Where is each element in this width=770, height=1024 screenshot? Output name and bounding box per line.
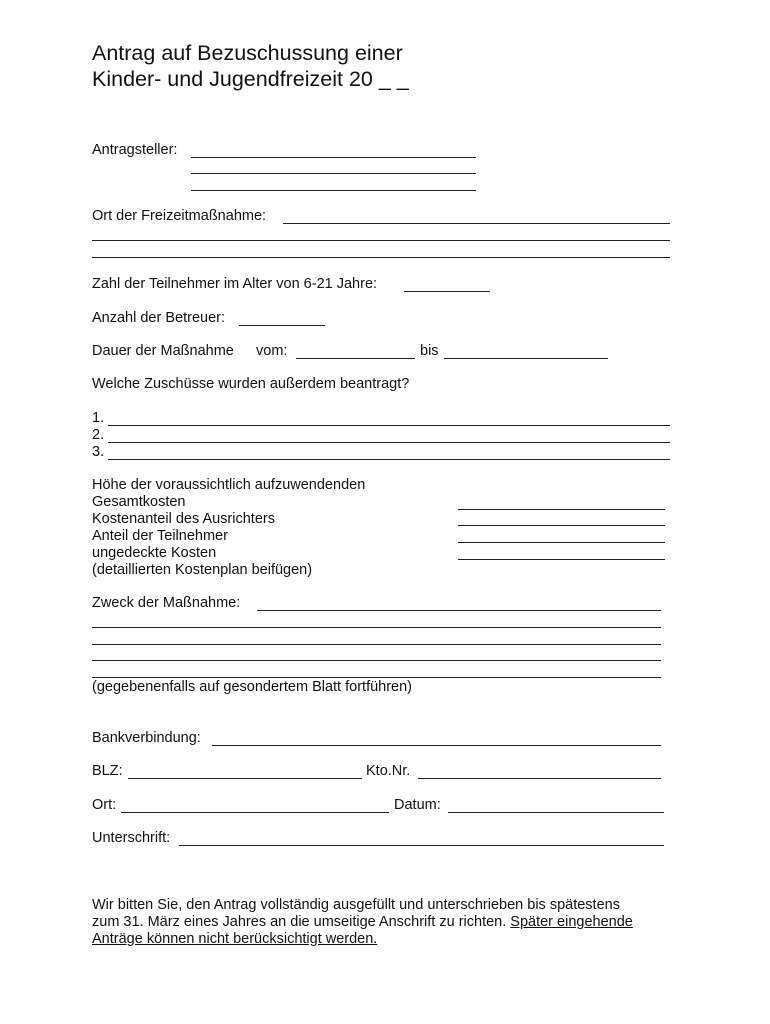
organizer-share-label: Kostenanteil des Ausrichters	[92, 511, 275, 527]
signature-label: Unterschrift:	[92, 830, 171, 846]
grant-line-1[interactable]	[108, 425, 670, 426]
purpose-line-5[interactable]	[92, 677, 661, 678]
costs-heading: Höhe der voraussichtlich aufzuwendenden	[92, 477, 366, 493]
notice-line-2-text: zum 31. März eines Jahres an die umseitige Anschrift zu richten.	[92, 914, 507, 930]
signature-field[interactable]	[179, 845, 664, 846]
activity-location-label: Ort der Freizeitmaßnahme:	[92, 208, 267, 224]
duration-from-label: vom:	[256, 343, 288, 359]
activity-location-line-2[interactable]	[92, 240, 670, 241]
bank-field[interactable]	[212, 745, 661, 746]
grant-number-3: 3.	[92, 444, 105, 460]
organizer-share-field[interactable]	[458, 525, 665, 526]
uncovered-costs-field[interactable]	[458, 559, 665, 560]
submission-notice	[92, 897, 633, 948]
place-field[interactable]	[121, 812, 389, 813]
form-title-line-1: Antrag auf Bezuschussung einer	[92, 41, 403, 65]
supervisors-field[interactable]	[239, 325, 325, 326]
participant-share-label: Anteil der Teilnehmer	[92, 528, 228, 544]
applicant-line-1[interactable]	[191, 157, 476, 158]
place-label: Ort:	[92, 797, 117, 813]
applicant-line-3[interactable]	[191, 190, 476, 191]
duration-to-field[interactable]	[444, 358, 608, 359]
participant-share-field[interactable]	[458, 542, 665, 543]
applicant-label: Antragsteller:	[92, 142, 178, 158]
duration-from-field[interactable]	[296, 358, 415, 359]
blz-label: BLZ:	[92, 763, 123, 779]
grant-line-3[interactable]	[108, 459, 670, 460]
applicant-line-2[interactable]	[191, 173, 476, 174]
purpose-label: Zweck der Maßnahme:	[92, 595, 241, 611]
duration-to-label: bis	[420, 343, 439, 359]
account-number-label: Kto.Nr.	[366, 763, 411, 779]
form-title-line-2: Kinder- und Jugendfreizeit 20 _ _	[92, 67, 409, 91]
activity-location-line-3[interactable]	[92, 257, 670, 258]
continue-note: (gegebenenfalls auf gesondertem Blatt fortführen)	[92, 679, 413, 695]
form-title	[92, 40, 409, 92]
notice-late-warning-end: Anträge können nicht berücksichtigt werden.	[92, 931, 378, 947]
date-label: Datum:	[394, 797, 441, 813]
notice-line-1: Wir bitten Sie, den Antrag vollständig ausgefüllt und unterschrieben bis spätestens	[92, 897, 620, 913]
participants-field[interactable]	[404, 291, 490, 292]
supervisors-label: Anzahl der Betreuer:	[92, 310, 225, 326]
purpose-line-3[interactable]	[92, 644, 661, 645]
grant-number-2: 2.	[92, 427, 105, 443]
participants-label: Zahl der Teilnehmer im Alter von 6-21 Jahre:	[92, 276, 378, 292]
purpose-line-1[interactable]	[257, 610, 661, 611]
uncovered-costs-label: ungedeckte Kosten	[92, 545, 217, 561]
other-grants-question: Welche Zuschüsse wurden außerdem beantragt?	[92, 376, 410, 392]
cost-plan-note: (detaillierten Kostenplan beifügen)	[92, 562, 313, 578]
grant-number-1: 1.	[92, 410, 105, 426]
grant-line-2[interactable]	[108, 442, 670, 443]
activity-location-line-1[interactable]	[283, 223, 670, 224]
purpose-line-4[interactable]	[92, 660, 661, 661]
duration-label: Dauer der Maßnahme	[92, 343, 234, 359]
date-field[interactable]	[448, 812, 664, 813]
notice-line-2	[92, 914, 633, 931]
bank-label: Bankverbindung:	[92, 730, 201, 746]
total-costs-field[interactable]	[458, 509, 665, 510]
notice-late-warning-start: Später eingehende	[510, 914, 633, 930]
account-number-field[interactable]	[418, 778, 661, 779]
total-costs-label: Gesamtkosten	[92, 494, 186, 510]
purpose-line-2[interactable]	[92, 627, 661, 628]
blz-field[interactable]	[128, 778, 362, 779]
